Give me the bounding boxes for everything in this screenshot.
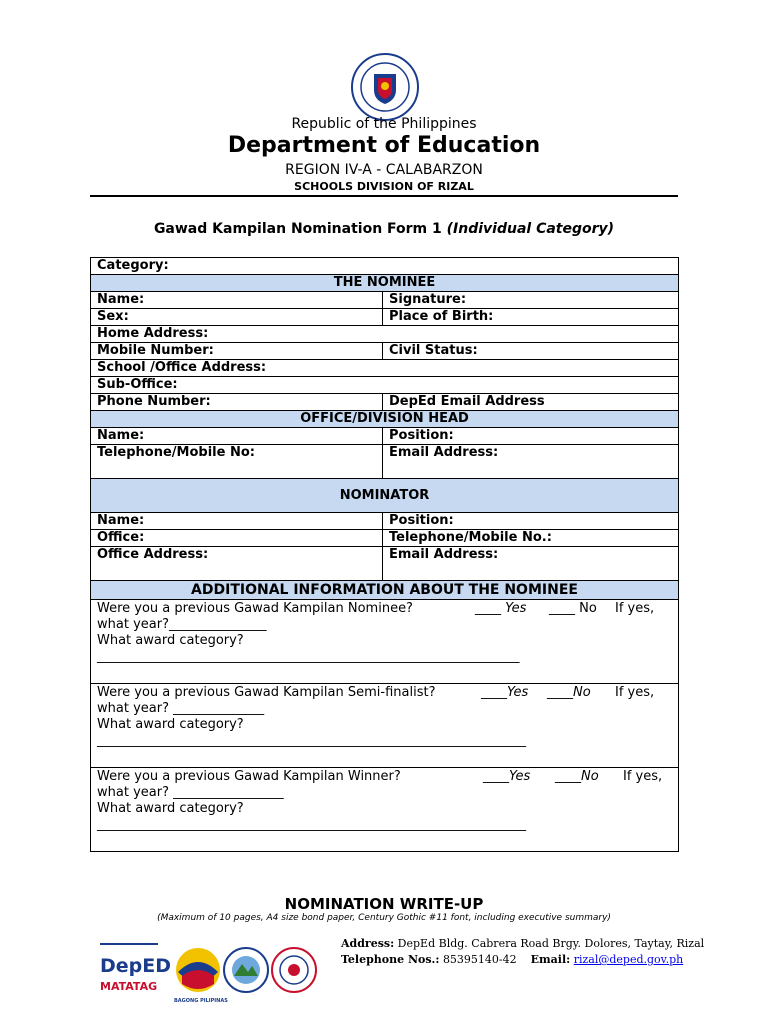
department-title: Department of Education [227,133,541,158]
address-value: DepEd Bldg. Cabrera Road Brgy. Dolores, Taytay, Rizal [397,937,705,950]
quality-award-seal-icon [272,948,316,992]
footer-logos [96,942,336,1004]
head-name-field[interactable]: Name: [91,428,383,445]
nominator-email-field[interactable]: Email Address: [383,547,679,581]
nominator-name-field[interactable]: Name: [91,513,383,530]
form-title-category: (Individual Category) [446,221,615,237]
question-text: Were you a previous Gawad Kampilan Semi-finalist? [97,685,436,700]
nominator-section-header: NOMINATOR [91,479,679,513]
telephone-value: 85395140-42 [442,953,517,966]
award-label: What award category? [97,717,244,732]
matatag-logo-text: MATATAG [100,980,158,993]
no-option[interactable]: ____ No [549,601,597,616]
email-label: Email: [530,953,571,966]
award-field[interactable]: _________________________________________________________________ [97,649,520,664]
head-email-field[interactable]: Email Address: [383,445,679,479]
head-section-header: OFFICE/DIVISION HEAD [91,411,679,428]
division-label: SCHOOLS DIVISION OF RIZAL [294,180,474,193]
deped-logo-text: DepED [100,955,172,977]
footer-contact [341,936,704,968]
form-title-main: Gawad Kampilan Nomination Form 1 [153,221,442,237]
question-text: Were you a previous Gawad Kampilan Nominee? [97,601,413,616]
nominee-sub-office-field[interactable]: Sub-Office: [91,377,679,394]
division-seal-icon [224,948,268,992]
nomination-table [90,257,679,852]
bagong-pilipinas-logo-icon [174,948,228,1004]
writeup-title: NOMINATION WRITE-UP [284,895,484,913]
no-option[interactable]: ____No [555,769,599,784]
nominee-name-field[interactable]: Name: [91,292,383,309]
nominee-phone-field[interactable]: Phone Number: [91,394,383,411]
nominee-civil-status-field[interactable]: Civil Status: [383,343,679,360]
nominee-sex-field[interactable]: Sex: [91,309,383,326]
head-tel-field[interactable]: Telephone/Mobile No: [91,445,383,479]
question-nominee [91,600,679,684]
if-yes-label: If yes, [615,601,655,616]
nominee-deped-email-field[interactable]: DepEd Email Address [383,394,679,411]
header-divider [90,195,678,197]
email-link[interactable]: rizal@deped.gov.ph [573,953,684,966]
head-position-field[interactable]: Position: [383,428,679,445]
republic-label: Republic of the Philippines [291,116,477,132]
nominator-office-address-field[interactable]: Office Address: [91,547,383,581]
no-option[interactable]: ____No [547,685,591,700]
nominator-office-field[interactable]: Office: [91,530,383,547]
nominee-section-header: THE NOMINEE [91,275,679,292]
nominee-signature-field[interactable]: Signature: [383,292,679,309]
category-field[interactable]: Category: [91,258,679,275]
writeup-note: (Maximum of 10 pages, A4 size bond paper, Century Gothic #11 font, including executive summary) [157,913,611,923]
nominee-birthplace-field[interactable]: Place of Birth: [383,309,679,326]
region-label: REGION IV-A - CALABARZON [285,162,483,178]
nominee-home-address-field[interactable]: Home Address: [91,326,679,343]
yes-option[interactable]: ____Yes [483,769,531,784]
award-field[interactable]: __________________________________________________________________ [97,817,526,832]
if-yes-label: If yes, [615,685,655,700]
nominee-mobile-field[interactable]: Mobile Number: [91,343,383,360]
nominator-tel-field[interactable]: Telephone/Mobile No.: [383,530,679,547]
bagong-logo-text: BAGONG PILIPINAS [174,998,228,1004]
question-semifinalist [91,684,679,768]
additional-info-section-header: ADDITIONAL INFORMATION ABOUT THE NOMINEE [91,581,679,600]
if-yes-label: If yes, [623,769,663,784]
nominee-school-address-field[interactable]: School /Office Address: [91,360,679,377]
question-text: Were you a previous Gawad Kampilan Winner? [97,769,401,784]
year-field[interactable]: what year? _________________ [97,785,284,800]
deped-matatag-logo-icon [100,944,171,993]
telephone-label: Telephone Nos.: [341,953,440,966]
question-winner [91,768,679,852]
yes-option[interactable]: ____Yes [481,685,529,700]
award-field[interactable]: __________________________________________________________________ [97,733,526,748]
year-field[interactable]: what year?_______________ [97,617,267,632]
award-label: What award category? [97,801,244,816]
address-label: Address: [341,937,395,950]
award-label: What award category? [97,633,244,648]
year-field[interactable]: what year? ______________ [97,701,265,716]
yes-option[interactable]: ____ Yes [475,601,527,616]
nominator-position-field[interactable]: Position: [383,513,679,530]
deped-seal-icon [350,52,420,122]
form-title [0,221,768,237]
